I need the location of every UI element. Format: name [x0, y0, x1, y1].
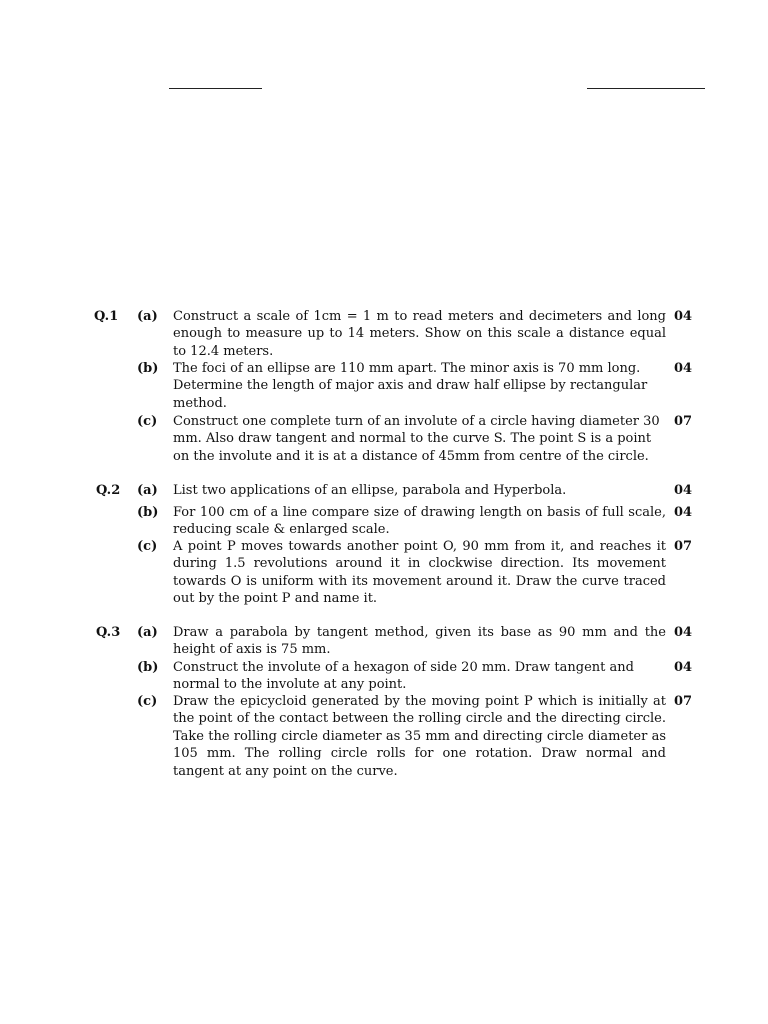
part-marks: 07	[674, 539, 693, 554]
part-text: For 100 cm of a line compare size of drawing length on basis of full scale, reducing scale & enlarged scale.	[173, 505, 666, 538]
part-label: (b)	[137, 660, 159, 675]
part-label: (a)	[137, 309, 158, 324]
part-marks: 04	[674, 361, 693, 376]
question-number: Q.3	[96, 625, 121, 640]
part-marks: 04	[674, 505, 693, 520]
part-label: (a)	[137, 625, 158, 640]
part-label: (b)	[137, 361, 159, 376]
signature-line-right	[587, 88, 705, 89]
part-marks: 04	[674, 483, 693, 498]
part-text: The foci of an ellipse are 110 mm apart. The minor axis is 70 mm long. Determine the length of major axis and draw half ellipse by rectangular method.	[173, 361, 648, 411]
part-marks: 04	[674, 309, 693, 324]
part-marks: 04	[674, 660, 693, 675]
part-marks: 04	[674, 625, 693, 640]
part-text: Draw a parabola by tangent method, given its base as 90 mm and the height of axis is 75 mm.	[173, 625, 666, 658]
part-label: (c)	[137, 414, 158, 429]
part-text: Construct a scale of 1cm = 1 m to read meters and decimeters and long enough to measure up to 14 meters. Show on this scale a distance equal to 12.4 meters.	[173, 309, 666, 359]
part-label: (a)	[137, 483, 158, 498]
question-number: Q.1	[94, 309, 119, 324]
signature-line-left	[169, 88, 262, 89]
part-text: A point P moves towards another point O, 90 mm from it, and reaches it during 1.5 revolutions around it in clockwise direction. Its movement towards O is uniform with its movement around it. Draw the curve traced out by the point P and name it.	[173, 539, 666, 607]
part-text: Construct one complete turn of an involute of a circle having diameter 30 mm. Also draw tangent and normal to the curve S. The point S is a point on the involute and it is at a distance of 45mm from centre of the circle.	[173, 414, 660, 464]
part-text: List two applications of an ellipse, parabola and Hyperbola.	[173, 483, 567, 498]
part-text: Draw the epicycloid generated by the moving point P which is initially at the point of the contact between the rolling circle and the directing circle. Take the rolling circle diameter as 35 mm and directing circle diameter as 105 mm. The rolling circle rolls for one rotation. Draw normal and tangent at any point on the curve.	[173, 694, 666, 779]
part-label: (c)	[137, 539, 158, 554]
part-text: Construct the involute of a hexagon of side 20 mm. Draw tangent and normal to the involute at any point.	[173, 660, 634, 693]
part-label: (b)	[137, 505, 159, 520]
part-marks: 07	[674, 414, 693, 429]
part-label: (c)	[137, 694, 158, 709]
part-marks: 07	[674, 694, 693, 709]
question-number: Q.2	[96, 483, 121, 498]
